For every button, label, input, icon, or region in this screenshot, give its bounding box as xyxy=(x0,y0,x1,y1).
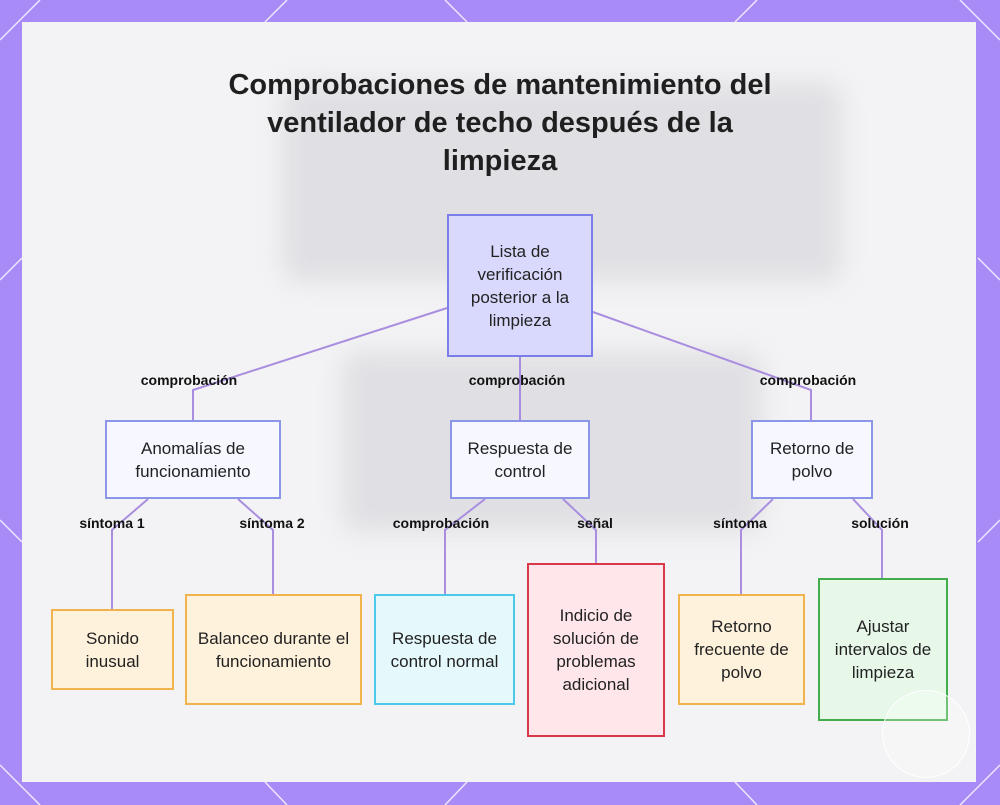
node-retorno-polvo: Retorno de polvo xyxy=(751,420,873,499)
edge-label-root-respuesta: comprobación xyxy=(468,372,566,388)
edge-label-comprobacion-normal: comprobación xyxy=(392,515,490,531)
edge-respuesta-normal xyxy=(445,499,485,594)
edge-root-retorno xyxy=(593,312,811,420)
node-root-checklist: Lista de verificación posterior a la limpieza xyxy=(447,214,593,357)
edge-label-sintoma: síntoma xyxy=(713,515,767,531)
node-retorno-frecuente: Retorno frecuente de polvo xyxy=(678,594,805,705)
edge-label-senal: señal xyxy=(577,515,613,531)
edge-label-root-anomalias: comprobación xyxy=(140,372,238,388)
node-balanceo: Balanceo durante el funcionamiento xyxy=(185,594,362,705)
title-line-1: Comprobaciones de mantenimiento del xyxy=(228,69,772,101)
edge-label-sintoma-1: síntoma 1 xyxy=(79,515,145,531)
edge-root-anomalias xyxy=(193,308,447,420)
edge-anomalias-balanceo xyxy=(238,499,273,594)
edge-label-sintoma-2: síntoma 2 xyxy=(239,515,305,531)
watermark-stamp xyxy=(882,690,970,778)
title-line-2: ventilador de techo después de la xyxy=(267,107,733,139)
title-line-3: limpieza xyxy=(442,145,558,177)
node-anomalias: Anomalías de funcionamiento xyxy=(105,420,281,499)
node-ajustar-intervalos: Ajustar intervalos de limpieza xyxy=(818,578,948,721)
node-respuesta-control: Respuesta de control xyxy=(450,420,590,499)
node-sonido-inusual: Sonido inusual xyxy=(51,609,174,690)
edge-label-solucion: solución xyxy=(851,515,909,531)
node-indicio: Indicio de solución de problemas adicional xyxy=(527,563,665,737)
node-respuesta-normal: Respuesta de control normal xyxy=(374,594,515,705)
edge-label-root-retorno: comprobación xyxy=(759,372,857,388)
edge-respuesta-indicio xyxy=(563,499,596,563)
edge-retorno-frecuente xyxy=(741,499,773,594)
edge-retorno-ajustar xyxy=(853,499,882,578)
